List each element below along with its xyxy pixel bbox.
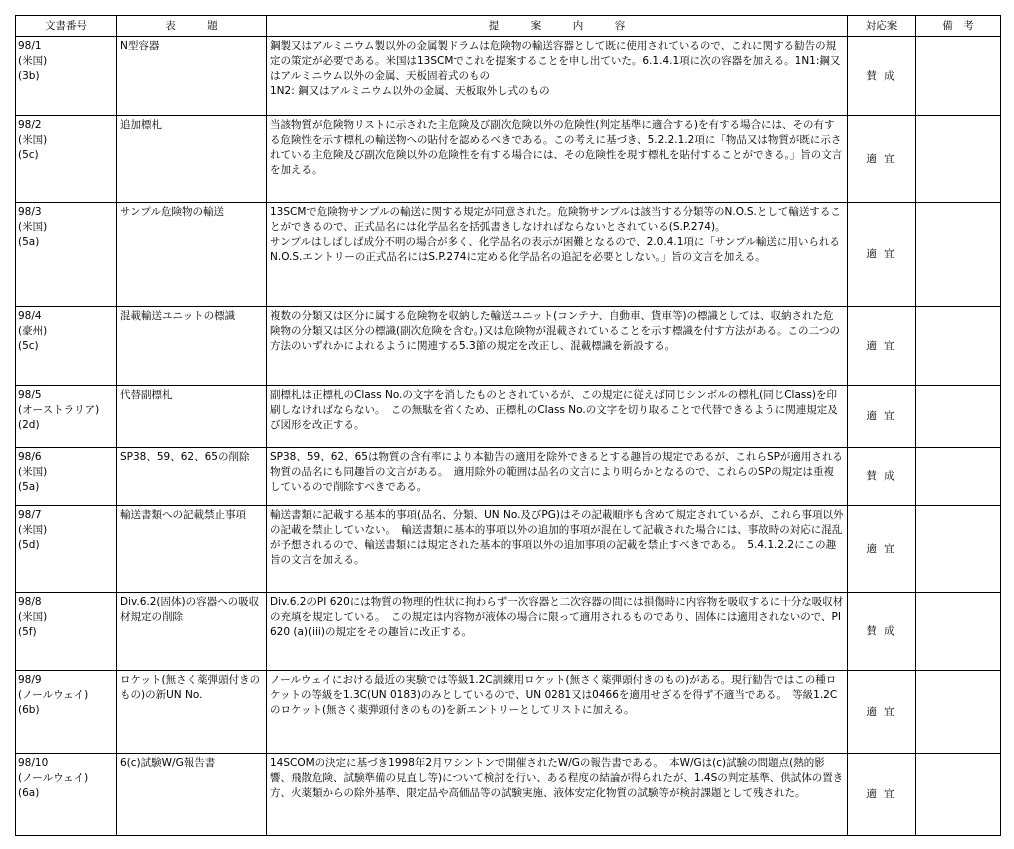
response-cell: 適 宜 <box>848 116 916 203</box>
proposal-text: 当該物質が危険物リストに示された主危険及び副次危険以外の危険性(判定基準に適合する)を有する場合には、その有する危険性を示す標札の輸送物への貼付を認めるべきである。この考えに基づき、5.2.2.1.2項に「物品又は物質が既に示されている主危険及び副次危険以外の危険性を有する場合には、その危険性を現す標札を貼付することができる。」旨の文言を加える。 <box>267 116 848 203</box>
row-title: N型容器 <box>117 37 267 116</box>
proposal-text: 13SCMで危険物サンプルの輸送に関する規定が同意された。危険物サンプルは該当する分類等のN.O.S.として輸送することができるので、正式品名には化学品名を括弧書きしなければならないとされている(S.P.274)。 サンプルはしばしば成分不明の場合が多く、化学品名の表示が困難となるので、2.0.4.1項に「サンプル輸送に用いられるN.O.S.エントリーの正式品名にはS.P.274に定める化学品名の追記を必要としない。」旨の文言を加える。 <box>267 203 848 307</box>
response-cell: 賛 成 <box>848 448 916 506</box>
doc-number: 98/9 (ノールウェイ) (6b) <box>16 671 117 754</box>
doc-number: 98/2 (米国) (5c) <box>16 116 117 203</box>
header-remarks: 備 考 <box>916 16 1001 37</box>
row-title: SP38、59、62、65の削除 <box>117 448 267 506</box>
doc-number: 98/10 (ノールウェイ) (6a) <box>16 754 117 836</box>
remarks-cell <box>916 593 1001 671</box>
row-title: Div.6.2(固体)の容器への吸収材規定の削除 <box>117 593 267 671</box>
header-row <box>16 16 1001 37</box>
response-cell: 賛 成 <box>848 593 916 671</box>
row-title: 追加標札 <box>117 116 267 203</box>
header-doc-no: 文書番号 <box>16 16 117 37</box>
header-title: 表 題 <box>117 16 267 37</box>
response-cell: 適 宜 <box>848 671 916 754</box>
doc-number: 98/6 (米国) (5a) <box>16 448 117 506</box>
row-title: 混載輸送ユニットの標識 <box>117 307 267 386</box>
proposal-text: SP38、59、62、65は物質の含有率により本勧告の適用を除外できるとする趣旨の規定であるが、これらSPが適用される物質の品名にも同趣旨の文言がある。 適用除外の範囲は品名の文言により明らかとなるので、これらのSPの規定は重複しているので削除すべきである。 <box>267 448 848 506</box>
row-title: 6(c)試験W/G報告書 <box>117 754 267 836</box>
remarks-cell <box>916 386 1001 448</box>
table-row <box>16 116 1001 203</box>
table-row <box>16 203 1001 307</box>
doc-number: 98/1 (米国) (3b) <box>16 37 117 116</box>
row-title: 代替副標札 <box>117 386 267 448</box>
table-row <box>16 386 1001 448</box>
response-cell: 適 宜 <box>848 506 916 593</box>
proposal-table <box>15 15 1001 836</box>
table-row <box>16 754 1001 836</box>
remarks-cell <box>916 448 1001 506</box>
header-proposal: 提 案 内 容 <box>267 16 848 37</box>
proposal-text: 複数の分類又は区分に属する危険物を収納した輸送ユニット(コンテナ、自動車、貨車等)の標識としては、収納された危険物の分類又は区分の標識(副次危険を含む。)又は危険物が混載されていることを示す標識を付す方法がある。この二つの方法のいずれかによれるように関連する5.3節の規定を改正し、混載標識を新設する。 <box>267 307 848 386</box>
response-cell: 適 宜 <box>848 754 916 836</box>
proposal-text: 副標札は正標札のClass No.の文字を消したものとされているが、この規定に従えば同じシンボルの標札(同じClass)を印刷しなければならない。 この無駄を省くため、正標札のClass No.の文字を切り取ることで代替できるように関連規定及び図形を改正する。 <box>267 386 848 448</box>
proposal-text: 輸送書類に記載する基本的事項(品名、分類、UN No.及びPG)はその記載順序も含めて規定されているが、これら事項以外の記載を禁止していない。 輸送書類に基本的事項以外の追加的事項が混在して記載された場合には、事故時の対応に混乱が予想されるので、輸送書類には規定された基本的事項以外の追加事項の記載を禁止すべきである。 5.4.1.2.2にこの趣旨の文言を加える。 <box>267 506 848 593</box>
doc-number: 98/3 (米国) (5a) <box>16 203 117 307</box>
row-title: 輸送書類への記載禁止事項 <box>117 506 267 593</box>
remarks-cell <box>916 37 1001 116</box>
table-row <box>16 506 1001 593</box>
table-row <box>16 307 1001 386</box>
doc-number: 98/4 (豪州) (5c) <box>16 307 117 386</box>
response-cell: 賛 成 <box>848 37 916 116</box>
table-row <box>16 593 1001 671</box>
proposal-text: 14SCOMの決定に基づき1998年2月ワシントンで開催されたW/Gの報告書である。 本W/Gは(c)試験の問題点(熱的影響、飛散危険、試験準備の見直し等)について検討を行い、ある程度の結論が得られたが、1.4Sの判定基準、供試体の置き方、火薬類からの除外基準、限定品や高価品等の試験実施、液体安定化物質の試験等が検討課題として残された。 <box>267 754 848 836</box>
table-row <box>16 448 1001 506</box>
proposal-text: ノールウェイにおける最近の実験では等級1.2C訓練用ロケット(無さく薬弾頭付きのもの)がある。現行勧告ではこの種ロケットの等級を1.3C(UN 0183)のみとしているので、UN 0281又は0466を適用せざるを得ず不適当である。 等級1.2Cのロケット(無さく薬弾頭付きのもの)を新エントリーとしてリストに加える。 <box>267 671 848 754</box>
proposal-text: 鋼製又はアルミニウム製以外の金属製ドラムは危険物の輸送容器として既に使用されているので、これに関する勧告の規定の策定が必要である。米国は13SCMでこれを提案することを申し出ていた。6.1.4.1項に次の容器を加える。1N1:鋼又はアルミニウム以外の金属、天板固着式のもの 1N2: 鋼又はアルミニウム以外の金属、天板取外し式のもの <box>267 37 848 116</box>
response-cell: 適 宜 <box>848 386 916 448</box>
remarks-cell <box>916 671 1001 754</box>
table-row <box>16 37 1001 116</box>
remarks-cell <box>916 754 1001 836</box>
row-title: サンプル危険物の輸送 <box>117 203 267 307</box>
response-cell: 適 宜 <box>848 203 916 307</box>
response-cell: 適 宜 <box>848 307 916 386</box>
doc-number: 98/5 (オーストラリア) (2d) <box>16 386 117 448</box>
remarks-cell <box>916 116 1001 203</box>
row-title: ロケット(無さく薬弾頭付きのもの)の新UN No. <box>117 671 267 754</box>
doc-number: 98/8 (米国) (5f) <box>16 593 117 671</box>
doc-number: 98/7 (米国) (5d) <box>16 506 117 593</box>
proposal-text: Div.6.2のPI 620には物質の物理的性状に拘わらず一次容器と二次容器の間には損傷時に内容物を吸収するに十分な吸収材の充填を規定している。 この規定は内容物が液体の場合に限って適用されるものであり、固体には適用されないので、PI 620 (a)(iii)の規定をその趣旨に改正する。 <box>267 593 848 671</box>
remarks-cell <box>916 506 1001 593</box>
remarks-cell <box>916 203 1001 307</box>
header-response: 対応案 <box>848 16 916 37</box>
remarks-cell <box>916 307 1001 386</box>
table-row <box>16 671 1001 754</box>
